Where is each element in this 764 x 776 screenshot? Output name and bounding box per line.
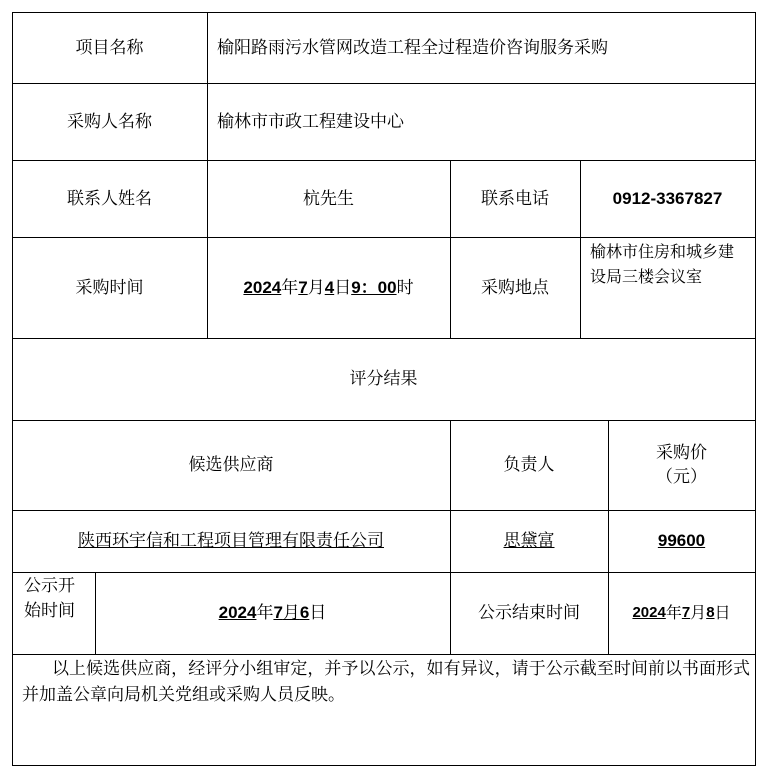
procurement-place-label: 采购地点: [481, 277, 549, 298]
col-price: [608, 420, 755, 510]
time-day: 4: [324, 277, 335, 297]
time-day-sep: 日: [334, 277, 352, 298]
publicity-end-label: 公示结束时间: [478, 603, 580, 623]
time-year-sep: 年: [281, 277, 299, 298]
purchaser-label: 采购人名称: [67, 111, 152, 132]
contact-phone-label: 联系电话: [481, 188, 549, 209]
contact-phone-value: 0912-3367827: [612, 188, 723, 208]
time-month: 7: [298, 277, 308, 297]
procurement-place-value: 榆林市住房和城乡建设局三楼会议室: [590, 242, 735, 286]
publicity-end-value: [608, 572, 755, 654]
end-month-sep: 月: [690, 603, 707, 622]
col-price-line2: （元）: [656, 467, 707, 487]
contact-name-value: 杭先生: [303, 188, 354, 209]
col-price-line1: 采购价: [656, 443, 707, 463]
time-month-sep: 月: [307, 277, 325, 298]
publicity-start-label-line2: 始时间: [24, 601, 75, 621]
end-day: 8: [706, 604, 715, 621]
end-day-sep: 日: [714, 603, 731, 622]
person-value: 思黛富: [503, 531, 555, 551]
result-heading: 评分结果: [349, 369, 418, 389]
project-name-label: 项目名称: [75, 37, 144, 58]
end-month: 7: [681, 604, 691, 621]
publicity-start-value: [95, 572, 450, 654]
end-year: 2024: [632, 604, 666, 621]
contact-name-label: 联系人姓名: [67, 188, 152, 209]
time-hm: 9：00: [351, 277, 397, 297]
procurement-time-label: 采购时间: [75, 277, 144, 298]
purchaser-value: 榆林市市政工程建设中心: [217, 111, 404, 132]
price-value: 99600: [657, 531, 706, 550]
time-year: 2024: [243, 277, 282, 297]
time-hm-sep: 时: [396, 277, 414, 298]
start-month: 7: [273, 603, 283, 622]
start-year: 2024: [218, 603, 257, 622]
notice-text: 以上候选供应商，经评分小组审定，并予以公示，如有异议，请于公示截至时间前以书面形式并加盖公章向局机关党组或采购人员反映。: [22, 659, 750, 705]
col-supplier: 候选供应商: [188, 455, 274, 475]
start-day: 6: [299, 603, 310, 622]
procurement-time-value: [207, 237, 450, 338]
publicity-start-label: [12, 572, 95, 654]
start-month-sep: 月: [282, 603, 300, 623]
end-year-sep: 年: [665, 603, 682, 622]
project-name-value: 榆阳路雨污水管网改造工程全过程造价咨询服务采购: [217, 37, 608, 58]
publicity-start-label-line1: 公示开: [24, 576, 75, 596]
start-year-sep: 年: [256, 603, 274, 623]
supplier-value: 陕西环宇信和工程项目管理有限责任公司: [78, 531, 384, 551]
start-day-sep: 日: [309, 603, 327, 623]
col-person: 负责人: [503, 455, 555, 475]
